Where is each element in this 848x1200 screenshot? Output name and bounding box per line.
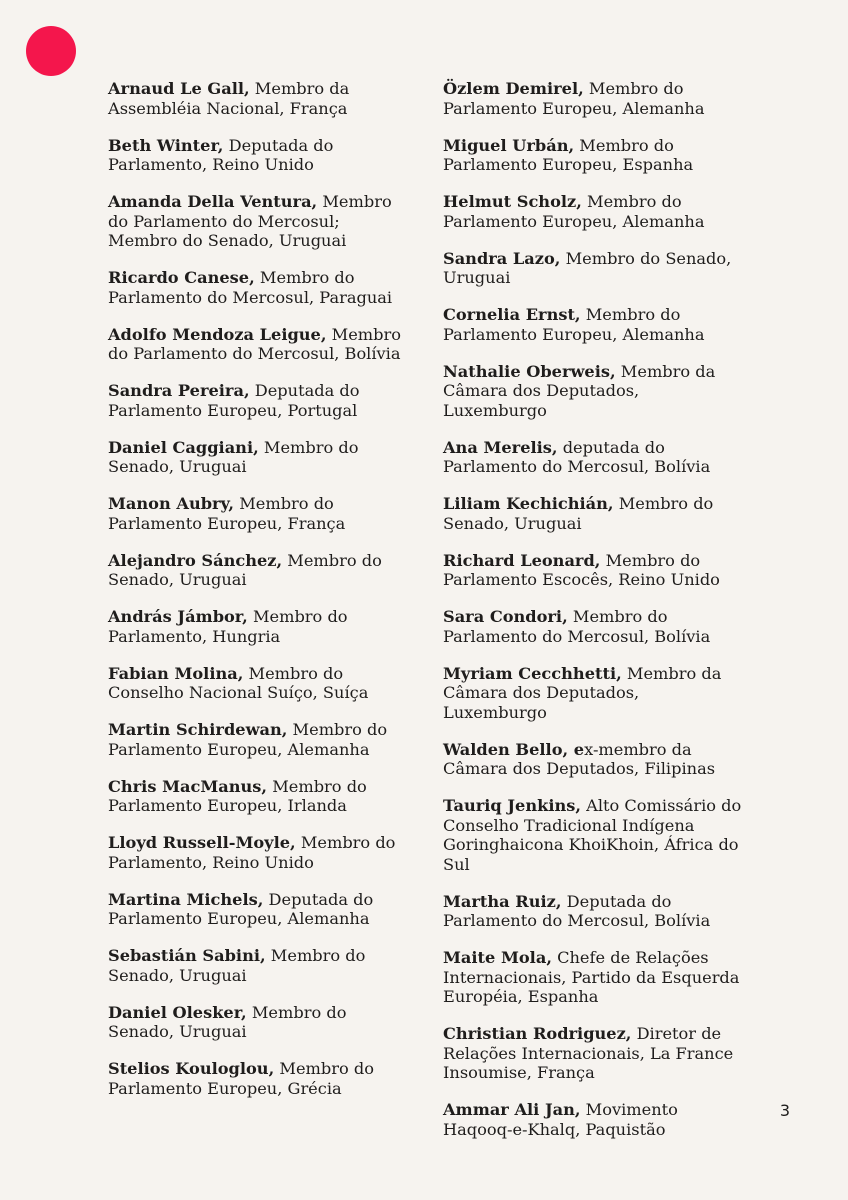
signatory-name: Beth Winter, (108, 135, 224, 155)
signatory-role: Membro da Câmara dos Deputados, Luxemburgo (443, 663, 722, 722)
signatory-entry (108, 607, 413, 646)
signatory-role: Membro do Parlamento do Mercosul, Bolívia (108, 324, 401, 363)
signatory-name: Helmut Scholz, (443, 192, 582, 211)
signatory-entry (443, 892, 748, 931)
signatory-role: Deputada do Parlamento Europeu, Portugal (108, 381, 360, 420)
signatory-name: Özlem Demirel, (443, 79, 584, 98)
signatory-role: Deputada do Parlamento Europeu, Alemanha (108, 889, 374, 928)
signatory-name: Maite Mola, (443, 948, 552, 967)
signatory-role: Membro do Parlamento Europeu, Grécia (108, 1059, 374, 1098)
signatory-role: deputada do Parlamento do Mercosul, Bolívia (443, 437, 711, 476)
signatory-role: Membro do Senado, Uruguai (443, 248, 732, 287)
signatory-name: Lloyd Russell-Moyle, (108, 833, 296, 852)
signatory-name: Walden Bello, e (443, 739, 585, 759)
signatory-name: Miguel Urbán, (443, 135, 575, 155)
signatory-name: Ricardo Canese, (108, 268, 255, 287)
signatory-role: Membro do Senado, Uruguai (443, 494, 714, 533)
signatory-role: Deputada do Parlamento do Mercosul, Bolívia (443, 891, 711, 930)
signatories-left-column (108, 79, 413, 1116)
signatory-name: Ammar Ali Jan, (443, 1100, 581, 1119)
signatory-role: Membro do Parlamento do Mercosul, Paraguai (108, 268, 393, 307)
signatory-entry (108, 664, 413, 703)
signatory-name: Chris MacManus, (108, 776, 268, 796)
signatory-role: Membro da Assembléia Nacional, França (108, 79, 350, 118)
signatory-name: Stelios Kouloglou, (108, 1059, 275, 1078)
signatory-entry (443, 79, 748, 118)
signatory-entry (108, 1003, 413, 1042)
signatory-name: Sandra Lazo, (443, 248, 561, 268)
signatory-role: Membro do Senado, Uruguai (108, 550, 382, 589)
signatory-name: Ana Merelis, (443, 437, 558, 457)
signatory-role: Membro do Parlamento Europeu, Irlanda (108, 776, 367, 815)
signatory-entry (108, 494, 413, 533)
signatory-entry (108, 381, 413, 420)
signatory-role: Chefe de Relações Internacionais, Partido da Esquerda Européia, Espanha (443, 948, 740, 1006)
signatory-entry (108, 438, 413, 477)
signatory-name: András Jámbor, (108, 607, 248, 626)
signatory-name: Manon Aubry, (108, 494, 235, 513)
signatory-entry (108, 946, 413, 985)
signatory-entry (108, 551, 413, 590)
signatory-name: Fabian Molina, (108, 663, 244, 683)
signatory-entry (108, 1059, 413, 1098)
signatory-entry (108, 136, 413, 175)
signatory-entry (443, 249, 748, 288)
signatory-role: Diretor de Relações Internacionais, La France Insoumise, França (443, 1024, 734, 1082)
signatory-entry (108, 325, 413, 364)
signatory-role: x-membro da Câmara dos Deputados, Filipinas (443, 739, 716, 778)
signatory-role: Deputada do Parlamento, Reino Unido (108, 135, 334, 174)
signatory-name: Alejandro Sánchez, (108, 550, 283, 570)
signatory-entry (443, 551, 748, 590)
signatory-name: Arnaud Le Gall, (108, 79, 250, 98)
signatory-entry (443, 494, 748, 533)
signatory-name: Nathalie Oberweis, (443, 361, 616, 381)
signatory-name: Amanda Della Ventura, (108, 192, 318, 211)
signatory-role: Membro do Parlamento do Mercosul, Bolívia (443, 607, 711, 646)
signatory-name: Cornelia Ernst, (443, 305, 581, 324)
signatory-role: Membro do Parlamento Europeu, Alemanha (443, 79, 705, 118)
signatory-role: Membro do Parlamento Europeu, França (108, 494, 346, 533)
signatory-name: Sandra Pereira, (108, 381, 250, 400)
signatory-role: Movimento Haqooq-e-Khalq, Paquistão (443, 1100, 678, 1139)
signatory-entry (108, 192, 413, 251)
signatory-role: Membro do Parlamento Europeu, Alemanha (443, 305, 705, 344)
signatory-entry (108, 777, 413, 816)
signatory-name: Daniel Caggiani, (108, 437, 259, 457)
signatory-role: Membro do Parlamento do Mercosul; Membro do Senado, Uruguai (108, 192, 392, 250)
signatory-name: Sebastián Sabini, (108, 946, 266, 965)
signatory-role: Membro do Senado, Uruguai (108, 1002, 347, 1041)
signatory-role: Membro do Parlamento, Hungria (108, 607, 348, 646)
signatory-entry (443, 740, 748, 779)
signatory-name: Liliam Kechichián, (443, 494, 614, 513)
signatory-name: Sara Condori, (443, 607, 568, 626)
signatory-entry (108, 833, 413, 872)
signatory-role: Membro do Senado, Uruguai (108, 437, 359, 476)
signatory-entry (443, 664, 748, 723)
signatory-entry (443, 1024, 748, 1083)
signatory-entry (443, 1100, 748, 1139)
signatory-role: Membro do Parlamento Escocês, Reino Unido (443, 550, 720, 589)
signatory-role: Membro do Conselho Nacional Suíço, Suíça (108, 663, 369, 702)
signatory-name: Martin Schirdewan, (108, 720, 288, 739)
signatory-role: Membro do Parlamento Europeu, Alemanha (108, 720, 388, 759)
signatory-role: Membro do Parlamento, Reino Unido (108, 833, 396, 872)
signatory-entry (443, 948, 748, 1007)
signatory-entry (108, 720, 413, 759)
signatory-entry (108, 890, 413, 929)
signatory-entry (443, 607, 748, 646)
signatory-entry (443, 192, 748, 231)
signatory-role: Membro da Câmara dos Deputados, Luxemburgo (443, 361, 716, 420)
signatory-name: Tauriq Jenkins, (443, 796, 581, 815)
signatory-role: Alto Comissário do Conselho Tradicional Indígena Goringhaicona KhoiKhoin, África do Sul (443, 796, 742, 874)
signatory-name: Martha Ruiz, (443, 891, 562, 911)
page-number: 3 (779, 1101, 790, 1120)
signatories-right-column (443, 79, 748, 1157)
signatory-name: Myriam Cecchhetti, (443, 663, 622, 683)
signatory-name: Daniel Olesker, (108, 1002, 247, 1022)
signatory-role: Membro do Senado, Uruguai (108, 946, 366, 985)
signatory-role: Membro do Parlamento Europeu, Espanha (443, 135, 694, 174)
accent-dot (26, 26, 76, 76)
signatory-entry (443, 796, 748, 874)
signatory-entry (108, 268, 413, 307)
signatory-entry (443, 438, 748, 477)
signatory-role: Membro do Parlamento Europeu, Alemanha (443, 192, 705, 231)
signatory-name: Christian Rodriguez, (443, 1024, 632, 1043)
signatory-entry (108, 79, 413, 118)
signatory-name: Richard Leonard, (443, 550, 601, 570)
signatory-name: Martina Michels, (108, 889, 264, 909)
signatory-entry (443, 305, 748, 344)
signatory-entry (443, 362, 748, 421)
signatory-name: Adolfo Mendoza Leigue, (108, 324, 327, 344)
signatory-entry (443, 136, 748, 175)
